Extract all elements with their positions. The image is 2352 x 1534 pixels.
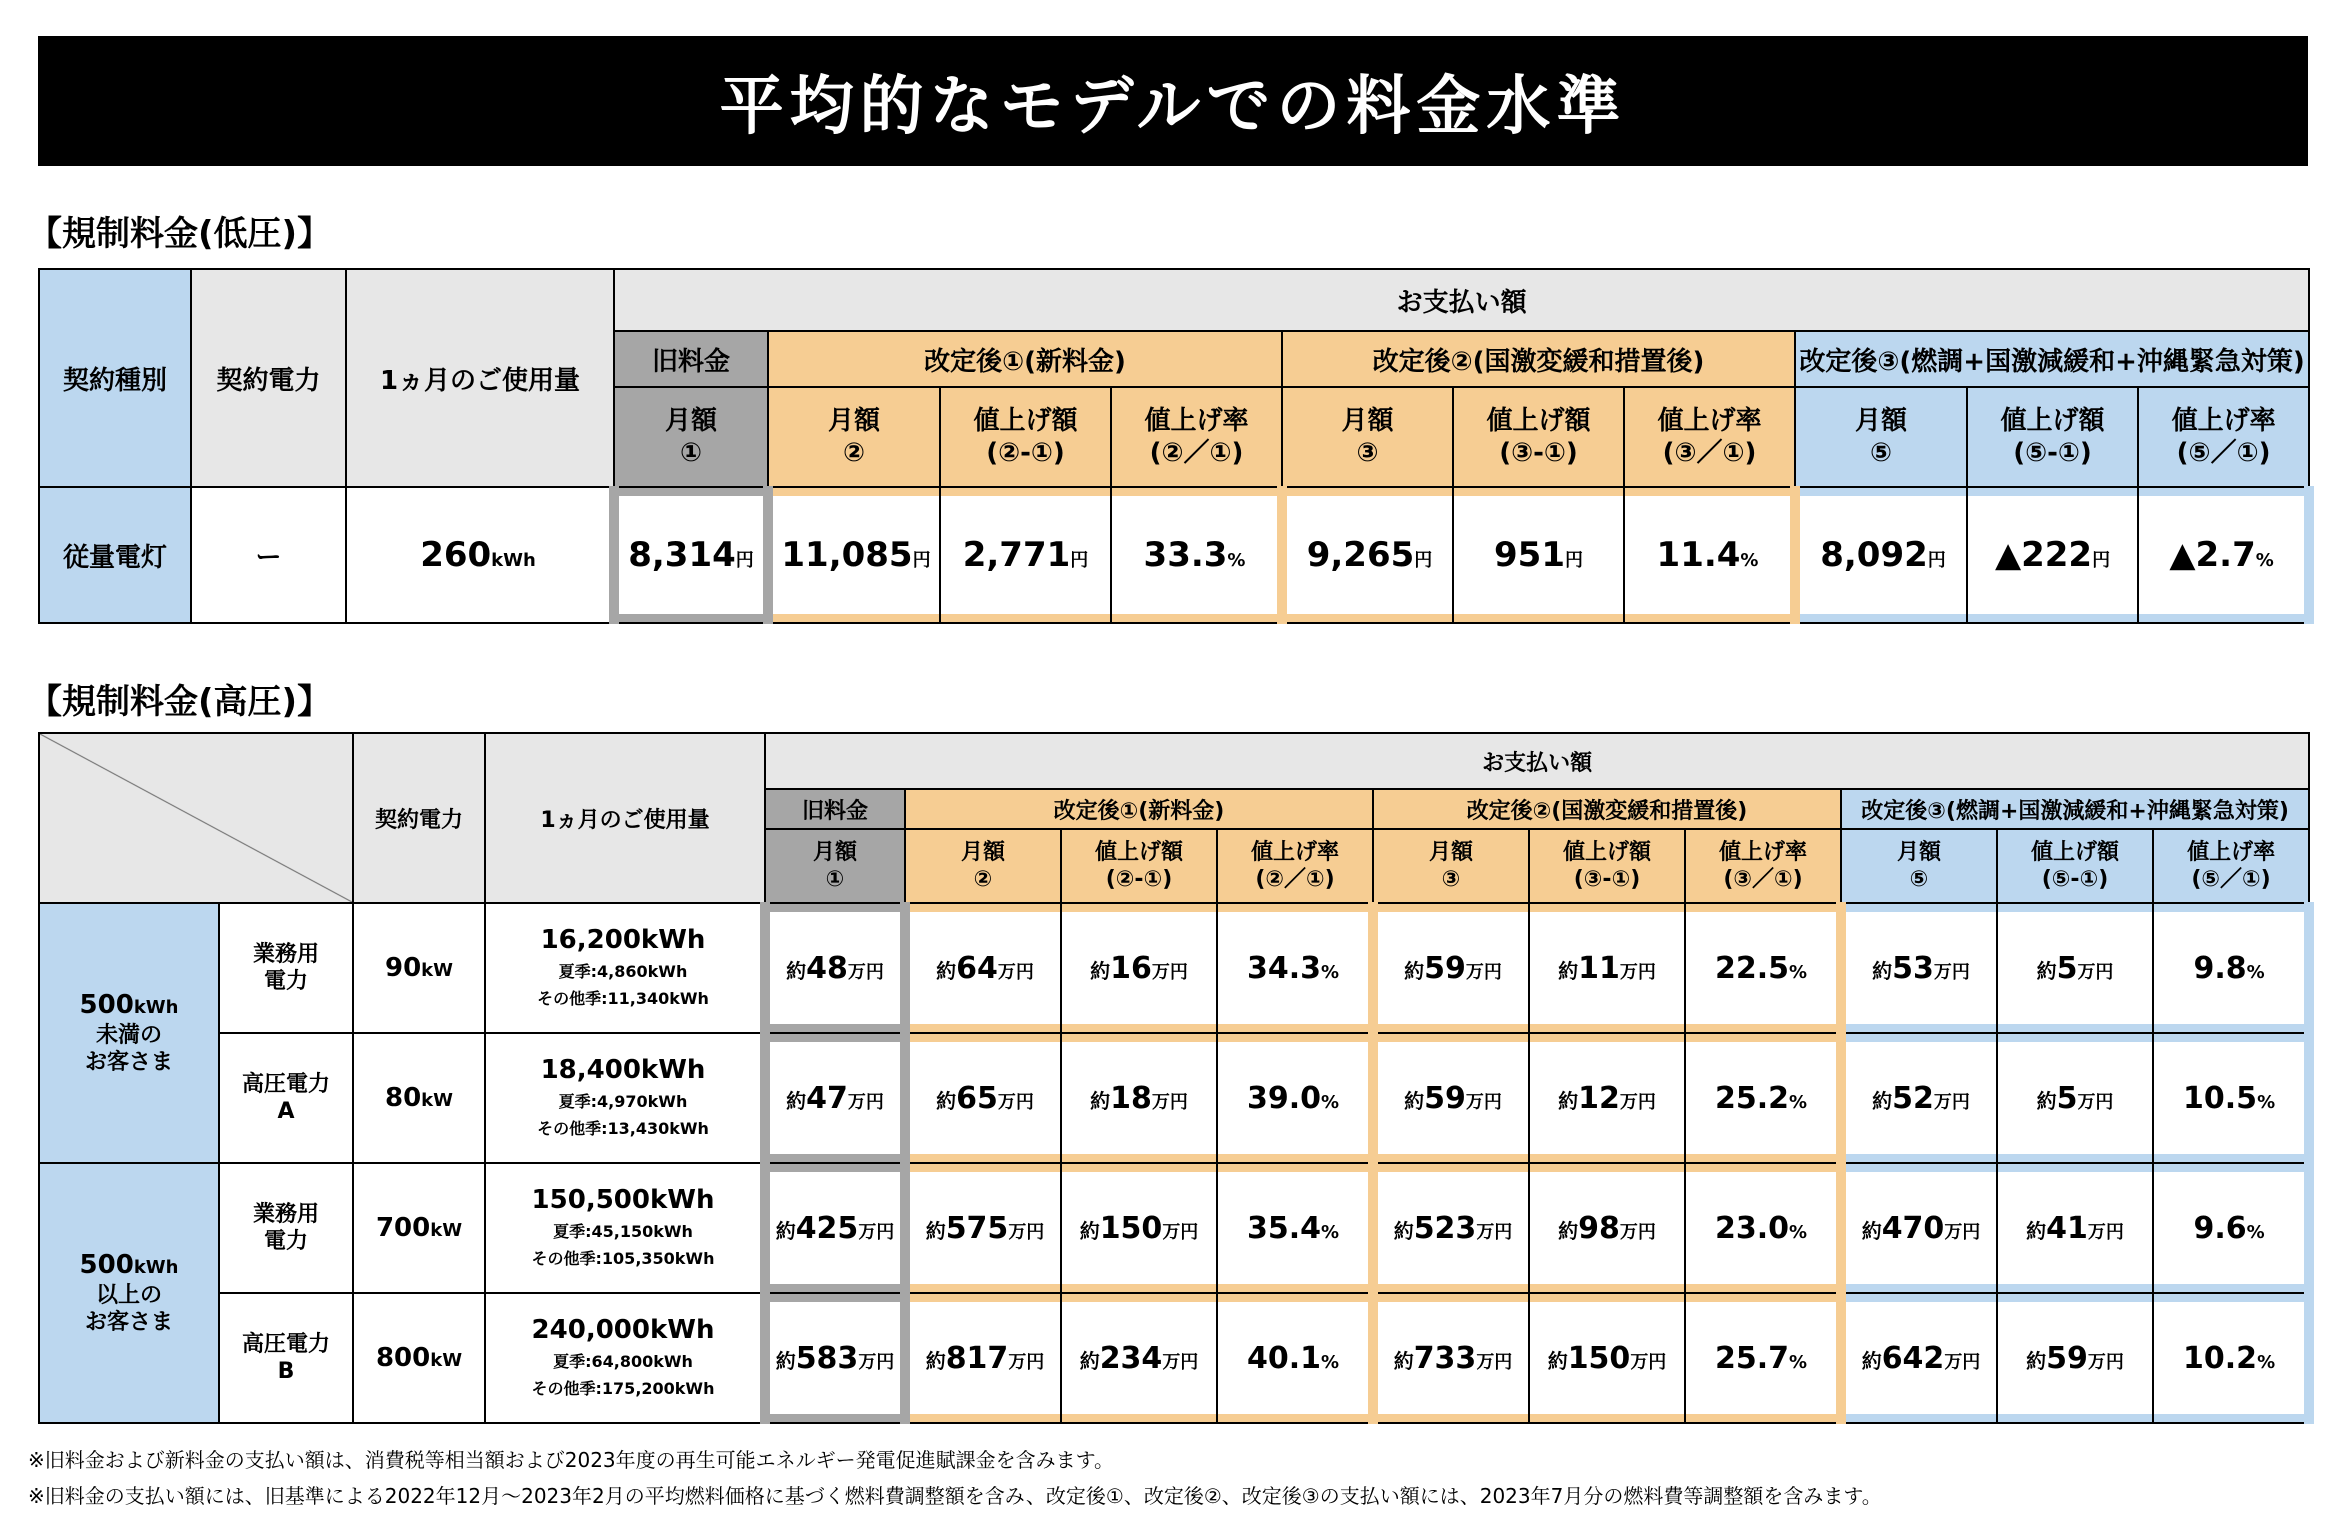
value-cell: 約425万円 [765,1163,905,1293]
contract-type-cell: 高圧電力 A [219,1033,353,1163]
usage-cell: 150,500kWh 夏季:45,150kWh その他季:105,350kWh [485,1163,765,1293]
low-voltage-table [38,268,2314,624]
header-increase-51: 値上げ額 (⑤-①) [1967,387,2138,487]
contract-type-cell: 業務用 電力 [219,1163,353,1293]
header-rev2: 改定後②(国激変緩和措置後) [1282,331,1795,387]
value-cell: 2,771円 [940,487,1111,623]
value-cell: 約733万円 [1373,1293,1529,1423]
header-rate-21: 値上げ率 (②／①) [1111,387,1282,487]
value-cell: 約150万円 [1061,1163,1217,1293]
header-monthly-3: 月額 ③ [1373,829,1529,903]
value-cell: 34.3% [1217,903,1373,1033]
value-cell: 25.2% [1685,1033,1841,1163]
contract-type-cell: 高圧電力 B [219,1293,353,1423]
header-monthly-3: 月額 ③ [1282,387,1453,487]
contract-type-cell: 業務用 電力 [219,903,353,1033]
value-cell: 約98万円 [1529,1163,1685,1293]
value-cell: 約59万円 [1373,903,1529,1033]
page-title: 平均的なモデルでの料金水準 [38,36,2308,166]
value-cell: 25.7% [1685,1293,1841,1423]
value-cell: 約65万円 [905,1033,1061,1163]
value-cell: 22.5% [1685,903,1841,1033]
header-payment: お支払い額 [765,733,2309,789]
header-old-rate: 旧料金 [614,331,768,387]
value-cell: 約16万円 [1061,903,1217,1033]
header-rate-31: 値上げ率 (③／①) [1624,387,1795,487]
value-cell: 11,085円 [768,487,940,623]
usage-cell: 240,000kWh 夏季:64,800kWh その他季:175,200kWh [485,1293,765,1423]
header-payment: お支払い額 [614,269,2309,331]
header-contract-type: 契約種別 [39,269,191,487]
header-rev3: 改定後③(燃調+国激減緩和+沖縄緊急対策) [1841,789,2309,829]
header-rev3: 改定後③(燃調+国激減緩和+沖縄緊急対策) [1795,331,2309,387]
value-cell: 40.1% [1217,1293,1373,1423]
section-title-high-voltage: 【規制料金(高圧)】 [28,682,332,722]
high-voltage-table [38,732,2314,1424]
header-old-rate: 旧料金 [765,789,905,829]
value-cell: 約5万円 [1997,1033,2153,1163]
value-cell: ▲222円 [1967,487,2138,623]
contract-power-cell: 700kW [353,1163,485,1293]
header-rev1: 改定後①(新料金) [905,789,1373,829]
value-cell: 23.0% [1685,1163,1841,1293]
value-cell: 約583万円 [765,1293,905,1423]
note-1: ※旧料金および新料金の支払い額は、消費税等相当額および2023年度の再生可能エネルギー発電促進賦課金を含みます。 [28,1448,1115,1472]
header-monthly-2: 月額 ② [768,387,940,487]
value-cell: 約11万円 [1529,903,1685,1033]
value-cell: 約5万円 [1997,903,2153,1033]
value-cell: 約47万円 [765,1033,905,1163]
header-increase-31: 値上げ額 (③-①) [1529,829,1685,903]
header-usage: 1ヵ月のご使用量 [346,269,614,487]
value-cell: 約48万円 [765,903,905,1033]
value-cell: 10.5% [2153,1033,2309,1163]
value-cell: 約470万円 [1841,1163,1997,1293]
header-rev1: 改定後①(新料金) [768,331,1282,387]
header-increase-21: 値上げ額 (②-①) [1061,829,1217,903]
section-title-low-voltage: 【規制料金(低圧)】 [28,214,332,254]
value-cell: 約59万円 [1373,1033,1529,1163]
contract-power-cell: 90kW [353,903,485,1033]
header-monthly-1: 月額 ① [614,387,768,487]
contract-power-cell: ー [191,487,346,623]
header-monthly-1: 月額 ① [765,829,905,903]
header-contract-power: 契約電力 [353,733,485,903]
contract-power-cell: 80kW [353,1033,485,1163]
value-cell: 約150万円 [1529,1293,1685,1423]
value-cell: 約18万円 [1061,1033,1217,1163]
value-cell: 約817万円 [905,1293,1061,1423]
value-cell: 9,265円 [1282,487,1453,623]
contract-type-cell: 従量電灯 [39,487,191,623]
usage-cell: 16,200kWh 夏季:4,860kWh その他季:11,340kWh [485,903,765,1033]
header-rate-51: 値上げ率 (⑤／①) [2138,387,2309,487]
header-increase-31: 値上げ額 (③-①) [1453,387,1624,487]
header-rev2: 改定後②(国激変緩和措置後) [1373,789,1841,829]
header-increase-51: 値上げ額 (⑤-①) [1997,829,2153,903]
header-monthly-2: 月額 ② [905,829,1061,903]
value-cell: 約59万円 [1997,1293,2153,1423]
value-cell: 35.4% [1217,1163,1373,1293]
value-cell: 約41万円 [1997,1163,2153,1293]
value-cell: 8,314円 [614,487,768,623]
customer-group-cell: 500kWh 未満の お客さま [39,903,219,1163]
note-2: ※旧料金の支払い額には、旧基準による2022年12月～2023年2月の平均燃料価格に基づく燃料費調整額を含み、改定後①、改定後②、改定後③の支払い額には、2023年7月分の燃料費等調整額を含みます。 [28,1484,1882,1508]
value-cell: 約642万円 [1841,1293,1997,1423]
value-cell: 約64万円 [905,903,1061,1033]
value-cell: 9.8% [2153,903,2309,1033]
contract-power-cell: 800kW [353,1293,485,1423]
usage-cell: 260kWh [346,487,614,623]
customer-group-cell: 500kWh 以上の お客さま [39,1163,219,1423]
value-cell: 39.0% [1217,1033,1373,1163]
value-cell: ▲2.7% [2138,487,2309,623]
value-cell: 9.6% [2153,1163,2309,1293]
header-rate-51: 値上げ率 (⑤／①) [2153,829,2309,903]
usage-cell: 18,400kWh 夏季:4,970kWh その他季:13,430kWh [485,1033,765,1163]
value-cell: 約523万円 [1373,1163,1529,1293]
header-usage: 1ヵ月のご使用量 [485,733,765,903]
value-cell: 約234万円 [1061,1293,1217,1423]
value-cell: 約12万円 [1529,1033,1685,1163]
value-cell: 11.4% [1624,487,1795,623]
value-cell: 約575万円 [905,1163,1061,1293]
value-cell: 約52万円 [1841,1033,1997,1163]
value-cell: 8,092円 [1795,487,1967,623]
value-cell: 33.3% [1111,487,1282,623]
header-contract-power: 契約電力 [191,269,346,487]
header-increase-21: 値上げ額 (②-①) [940,387,1111,487]
value-cell: 約53万円 [1841,903,1997,1033]
header-monthly-5: 月額 ⑤ [1841,829,1997,903]
header-monthly-5: 月額 ⑤ [1795,387,1967,487]
value-cell: 951円 [1453,487,1624,623]
header-rate-21: 値上げ率 (②／①) [1217,829,1373,903]
diagonal-header-cell [39,733,353,903]
header-rate-31: 値上げ率 (③／①) [1685,829,1841,903]
value-cell: 10.2% [2153,1293,2309,1423]
